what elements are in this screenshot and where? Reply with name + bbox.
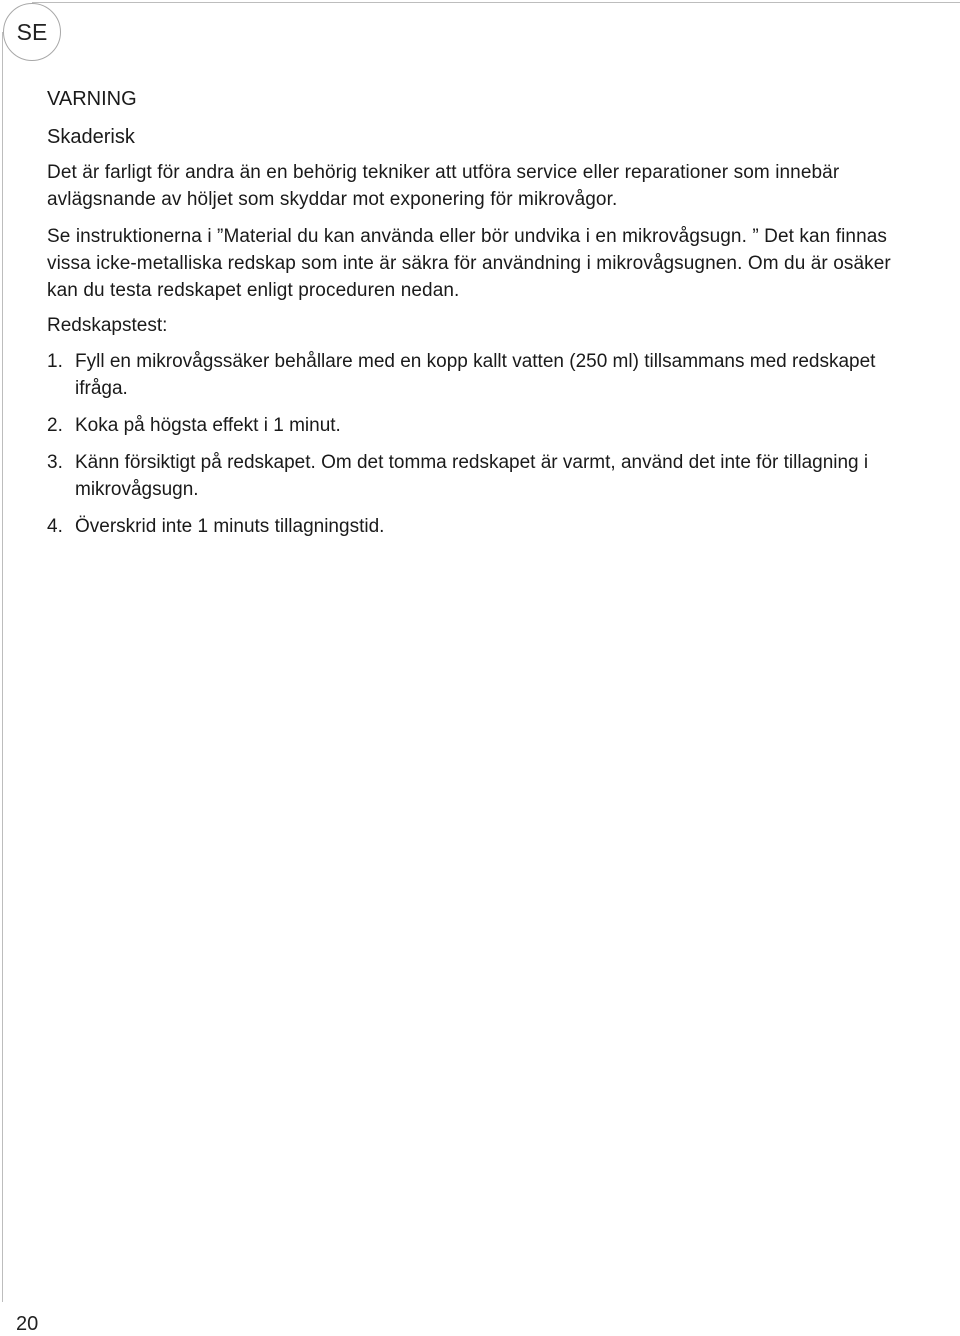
list-item [47,449,927,503]
step-text: Koka på högsta effekt i 1 minut. [75,415,341,436]
list-item [47,412,927,439]
warning-heading: VARNING [47,88,137,110]
language-badge: SE [3,3,61,61]
step-number: 1. [47,351,63,372]
step-text: Överskrid inte 1 minuts tillagningstid. [75,516,385,537]
page-frame-left [2,32,3,1302]
list-item [47,348,927,402]
paragraph-service-warning: Det är farligt för andra än en behörig tekniker att utföra service eller reparationer som innebär avlägsnande av höljet som skyddar mot exponering för mikrovågor. [47,162,840,210]
step-number: 2. [47,415,63,436]
warning-subheading: Skaderisk [47,126,135,148]
step-number: 3. [47,452,63,473]
paragraph-utensil-instructions: Se instruktionerna i ”Material du kan använda eller bör undvika i en mikrovågsugn. ” Det kan finnas vissa icke-metalliska redskap som inte är säkra för användning i mikrovågsugnen. Om du är osäker kan du testa redskapet enligt proceduren nedan. [47,226,891,301]
list-item [47,513,927,540]
step-text: Fyll en mikrovågssäker behållare med en kopp kallt vatten (250 ml) tillsammans med redskapet ifråga. [75,351,876,399]
document-content [47,84,927,550]
utensil-test-label: Redskapstest: [47,315,168,336]
page-frame-top [32,2,960,3]
utensil-test-steps [47,348,927,540]
step-text: Känn försiktigt på redskapet. Om det tomma redskapet är varmt, använd det inte för tillagning i mikrovågsugn. [75,452,869,500]
step-number: 4. [47,516,63,537]
page-number: 20 [16,1313,39,1335]
